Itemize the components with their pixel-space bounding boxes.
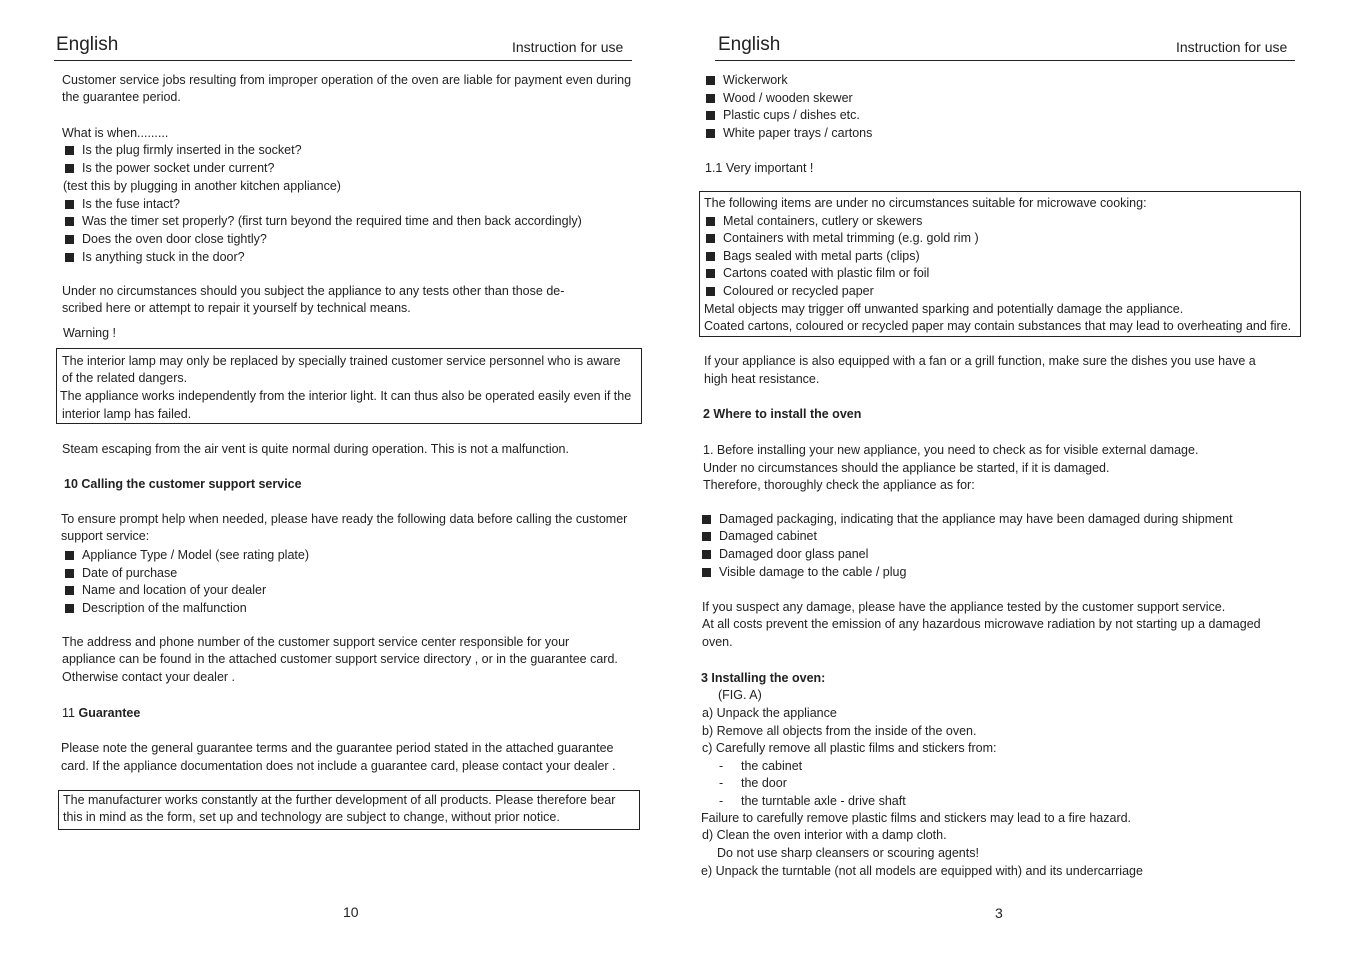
section-10-heading: 10 Calling the customer support service [64,477,302,491]
list-item: Is the fuse intact? [65,196,180,214]
list-item: Was the timer set properly? (first turn beyond the required time and then back accordingly) [65,213,582,231]
bullet-icon [65,200,74,209]
under-no-line-1: Under no circumstances should you subject the appliance to any tests other than those de- [62,284,565,298]
suspect-line: oven. [702,635,733,649]
bullet-icon [706,217,715,226]
bullet-icon [702,550,711,559]
list-item: Is the plug firmly inserted in the socket? [65,142,302,160]
header-rule [54,60,632,61]
box-note: Coated cartons, coloured or recycled paper may contain substances that may lead to overheating and fire. [704,319,1292,333]
bullet-icon [702,515,711,524]
intro-line-2: the guarantee period. [62,90,181,104]
step-b: b) Remove all objects from the inside of the oven. [702,724,977,738]
list-item: Damaged cabinet [702,528,817,546]
very-important: 1.1 Very important ! [705,161,814,175]
fig-reference: (FIG. A) [718,688,762,702]
section-11-heading: 11 Guarantee [62,706,141,720]
bullet-icon [65,604,74,613]
list-item: Damaged packaging, indicating that the appliance may have been damaged during shipment [702,511,1233,529]
dash-item: - the turntable axle - drive shaft [719,794,906,808]
list-item: White paper trays / cartons [706,125,872,143]
right-page [675,0,1350,954]
warning-label: Warning ! [63,326,117,340]
bullet-icon [702,532,711,541]
list-item: Is anything stuck in the door? [65,249,245,267]
header-language: English [718,34,781,55]
header-title: Instruction for use [1176,39,1288,55]
warning-box-line: The interior lamp may only be replaced by specially trained customer service personnel who is aware [62,354,621,368]
section-3-heading: 3 Installing the oven: [701,671,826,685]
list-item: Visible damage to the cable / plug [702,564,906,582]
bullet-icon [65,235,74,244]
bullet-icon [65,569,74,578]
bullet-icon [702,568,711,577]
before-installing-line: Under no circumstances should the appliance be started, if it is damaged. [703,461,1110,475]
bullet-icon [65,164,74,173]
bullet-icon [65,586,74,595]
list-item: Cartons coated with plastic film or foil [706,265,929,283]
list-item: Wood / wooden skewer [706,90,853,108]
list-item: Appliance Type / Model (see rating plate) [65,547,309,565]
page-number: 3 [995,905,1003,921]
intro-line-1: Customer service jobs resulting from improper operation of the oven are liable for payment even during [62,73,632,87]
list-item: Containers with metal trimming (e.g. gold rim ) [706,230,979,248]
guarantee-line-1: Please note the general guarantee terms and the guarantee period stated in the attached guarantee [61,741,614,755]
bullet-icon [706,129,715,138]
step-d-note: Do not use sharp cleansers or scouring agents! [717,846,979,860]
step-d: d) Clean the oven interior with a damp cloth. [702,828,947,842]
bullet-icon [65,551,74,560]
fan-grill-line-1: If your appliance is also equipped with a fan or a grill function, make sure the dishes you use have a [704,354,1256,368]
header-title: Instruction for use [512,39,624,55]
bullet-icon [65,146,74,155]
box-note: Metal objects may trigger off unwanted sparking and potentially damage the appliance. [704,302,1184,316]
what-is-when: What is when......... [62,126,169,140]
header-language: English [56,34,119,55]
warning-box-line: interior lamp has failed. [62,407,192,421]
list-item: Name and location of your dealer [65,582,266,600]
address-line-2: appliance can be found in the attached customer support service directory , or in the guarantee card. [62,652,618,666]
list-item: Is the power socket under current? [65,160,274,178]
test-note: (test this by plugging in another kitchen appliance) [63,179,341,193]
list-item: Bags sealed with metal parts (clips) [706,248,920,266]
steam-note: Steam escaping from the air vent is quite normal during operation. This is not a malfunction. [62,442,569,456]
bullet-icon [706,76,715,85]
step-e: e) Unpack the turntable (not all models are equipped with) and its undercarriage [701,864,1143,878]
suspect-line: At all costs prevent the emission of any hazardous microwave radiation by not starting up a damaged [702,617,1261,631]
dash-item: - the door [719,776,787,790]
list-item: Plastic cups / dishes etc. [706,107,860,125]
guarantee-line-2: card. If the appliance documentation does not include a guarantee card, please contact your dealer . [61,759,616,773]
list-item: Description of the malfunction [65,600,247,618]
under-no-line-2: scribed here or attempt to repair it yourself by technical means. [62,301,411,315]
warning-box-line: of the related dangers. [62,371,188,385]
manufacturer-box-line: this in mind as the form, set up and technology are subject to change, without prior notice. [63,810,560,824]
before-installing-line: Therefore, thoroughly check the appliance as for: [703,478,975,492]
header-rule [715,60,1295,61]
address-line-3: Otherwise contact your dealer . [62,670,235,684]
dash-item: - the cabinet [719,759,803,773]
failure-note: Failure to carefully remove plastic films and stickers may lead to a fire hazard. [701,811,1132,825]
section-2-heading: 2 Where to install the oven [703,407,862,421]
list-item: Date of purchase [65,565,177,583]
bullet-icon [706,234,715,243]
bullet-icon [706,94,715,103]
bullet-icon [65,217,74,226]
bullet-icon [706,252,715,261]
list-item: Metal containers, cutlery or skewers [706,213,922,231]
page-number: 10 [343,904,359,920]
before-installing-line: 1. Before installing your new appliance, you need to check as for visible external damage. [703,443,1199,457]
bullet-icon [706,111,715,120]
list-item: Damaged door glass panel [702,546,868,564]
prompt-help-line-2: support service: [61,529,150,543]
box-intro: The following items are under no circumstances suitable for microwave cooking: [704,196,1147,210]
step-a: a) Unpack the appliance [702,706,837,720]
prompt-help-line-1: To ensure prompt help when needed, please have ready the following data before calling the customer [61,512,628,526]
bullet-icon [706,287,715,296]
bullet-icon [706,269,715,278]
list-item: Does the oven door close tightly? [65,231,267,249]
bullet-icon [65,253,74,262]
fan-grill-line-2: high heat resistance. [704,372,820,386]
manufacturer-box-line: The manufacturer works constantly at the further development of all products. Please therefore bear [63,793,616,807]
address-line-1: The address and phone number of the customer support service center responsible for your [62,635,570,649]
list-item: Coloured or recycled paper [706,283,874,301]
list-item: Wickerwork [706,72,788,90]
warning-box-line: The appliance works independently from the interior light. It can thus also be operated easily even if the [60,389,632,403]
suspect-line: If you suspect any damage, please have the appliance tested by the customer support service. [702,600,1226,614]
step-c: c) Carefully remove all plastic films and stickers from: [702,741,997,755]
